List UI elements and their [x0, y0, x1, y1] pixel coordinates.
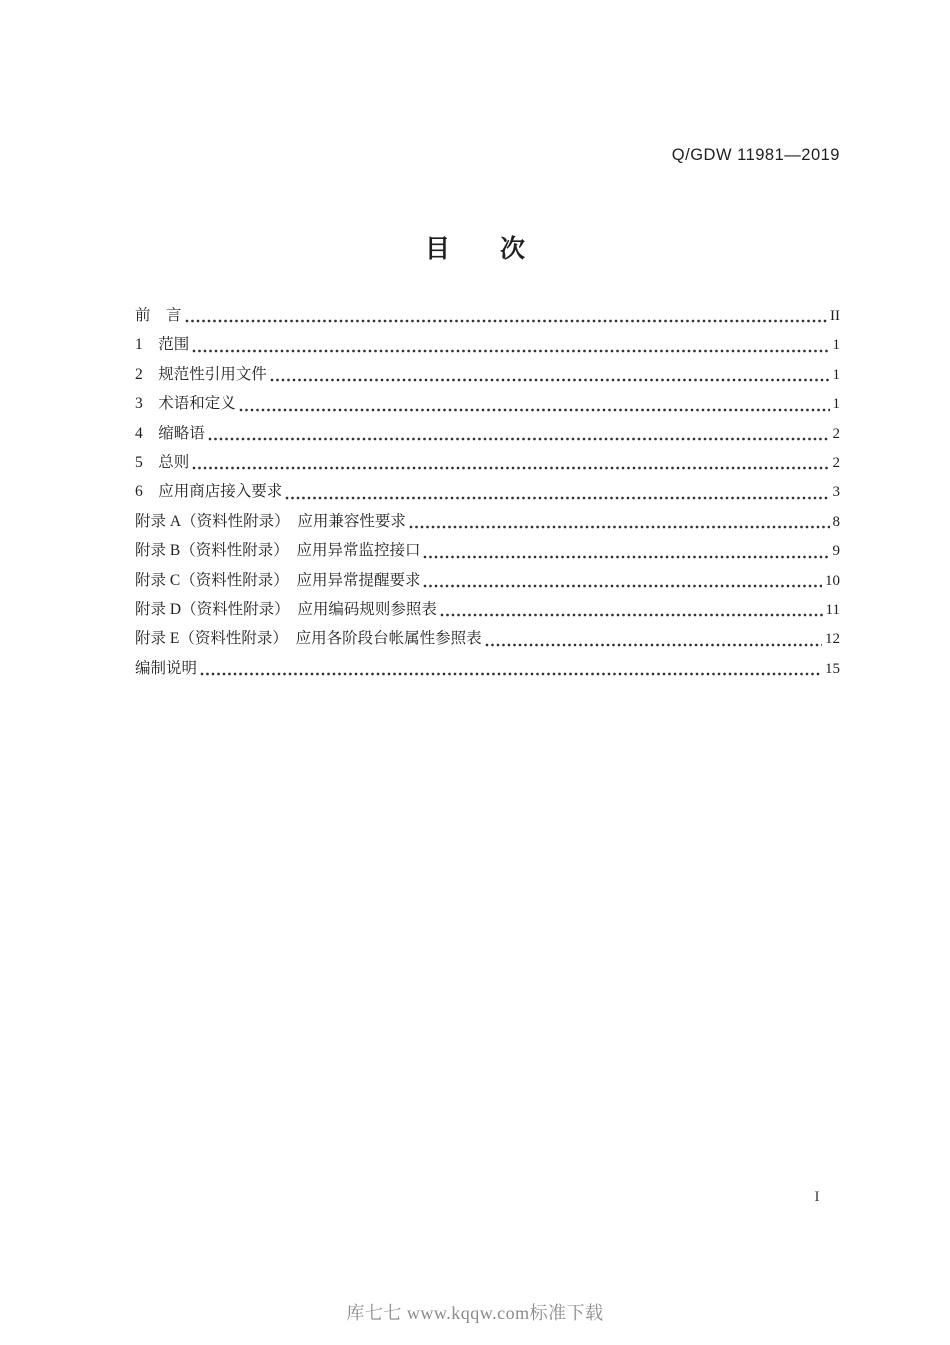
toc-entry[interactable]	[135, 419, 840, 448]
toc-entry[interactable]	[135, 624, 840, 653]
watermark-text: 库七七 www.kqqw.com标准下载	[346, 1303, 604, 1323]
toc-list	[135, 301, 840, 683]
toc-entry[interactable]	[135, 536, 840, 565]
toc-entry-label: 附录 A（资料性附录） 应用兼容性要求	[135, 512, 406, 530]
toc-entry-label: 6 应用商店接入要求	[135, 483, 283, 501]
toc-entry[interactable]	[135, 389, 840, 418]
toc-entry-label: 编制说明	[135, 659, 198, 677]
toc-entry-label: 2 规范性引用文件	[135, 365, 267, 383]
toc-entry-label: 4 缩略语	[135, 424, 205, 442]
toc-entry[interactable]	[135, 448, 840, 477]
toc-entry[interactable]	[135, 301, 840, 330]
toc-leader-dots	[200, 672, 822, 676]
toc-entry-page: 1	[832, 396, 840, 413]
toc-entry-label: 1 范围	[135, 336, 190, 354]
footer-page-number: I	[814, 1189, 820, 1205]
toc-entry-page: 15	[825, 660, 840, 677]
toc-entry-page: 1	[832, 366, 840, 383]
toc-entry[interactable]	[135, 360, 840, 389]
doc-number: Q/GDW 11981—2019	[671, 146, 840, 164]
toc-leader-dots	[409, 525, 830, 529]
toc-entry[interactable]	[135, 654, 840, 683]
toc-entry-page: 2	[832, 425, 840, 442]
toc-leader-dots	[239, 408, 830, 412]
toc-entry[interactable]	[135, 507, 840, 536]
toc-entry-page: 11	[825, 601, 840, 618]
toc-entry-label: 附录 C（资料性附录） 应用异常提醒要求	[135, 571, 421, 589]
toc-leader-dots	[192, 349, 829, 353]
toc-leader-dots	[185, 319, 827, 323]
toc-leader-dots	[485, 643, 822, 647]
toc-entry-label: 5 总则	[135, 453, 190, 471]
toc-leader-dots	[270, 378, 830, 382]
toc-entry[interactable]	[135, 595, 840, 624]
toc-leader-dots	[285, 496, 829, 500]
toc-entry-page: 9	[832, 543, 840, 560]
toc-entry-label: 前 言	[135, 307, 182, 324]
toc-entry-label: 附录 B（资料性附录） 应用异常监控接口	[135, 542, 421, 560]
toc-entry-page: 10	[825, 572, 840, 589]
toc-leader-dots	[440, 613, 823, 617]
toc-entry-page: 1	[832, 337, 840, 354]
toc-leader-dots	[423, 555, 829, 559]
toc-leader-dots	[192, 466, 829, 470]
toc-leader-dots	[423, 584, 822, 588]
toc-entry-page: 3	[832, 484, 840, 501]
toc-entry-label: 附录 D（资料性附录） 应用编码规则参照表	[135, 600, 437, 618]
toc-entry[interactable]	[135, 566, 840, 595]
toc-entry-label: 附录 E（资料性附录） 应用各阶段台帐属性参照表	[135, 630, 482, 648]
toc-entry-label: 3 术语和定义	[135, 395, 236, 413]
toc-entry-page: 8	[832, 513, 840, 530]
toc-entry-page: 12	[825, 631, 840, 648]
toc-entry[interactable]	[135, 330, 840, 359]
page-title: 目 次	[424, 236, 525, 263]
toc-leader-dots	[208, 437, 830, 441]
toc-entry[interactable]	[135, 477, 840, 506]
toc-entry-page: 2	[832, 454, 840, 471]
toc-entry-page: II	[830, 308, 840, 324]
